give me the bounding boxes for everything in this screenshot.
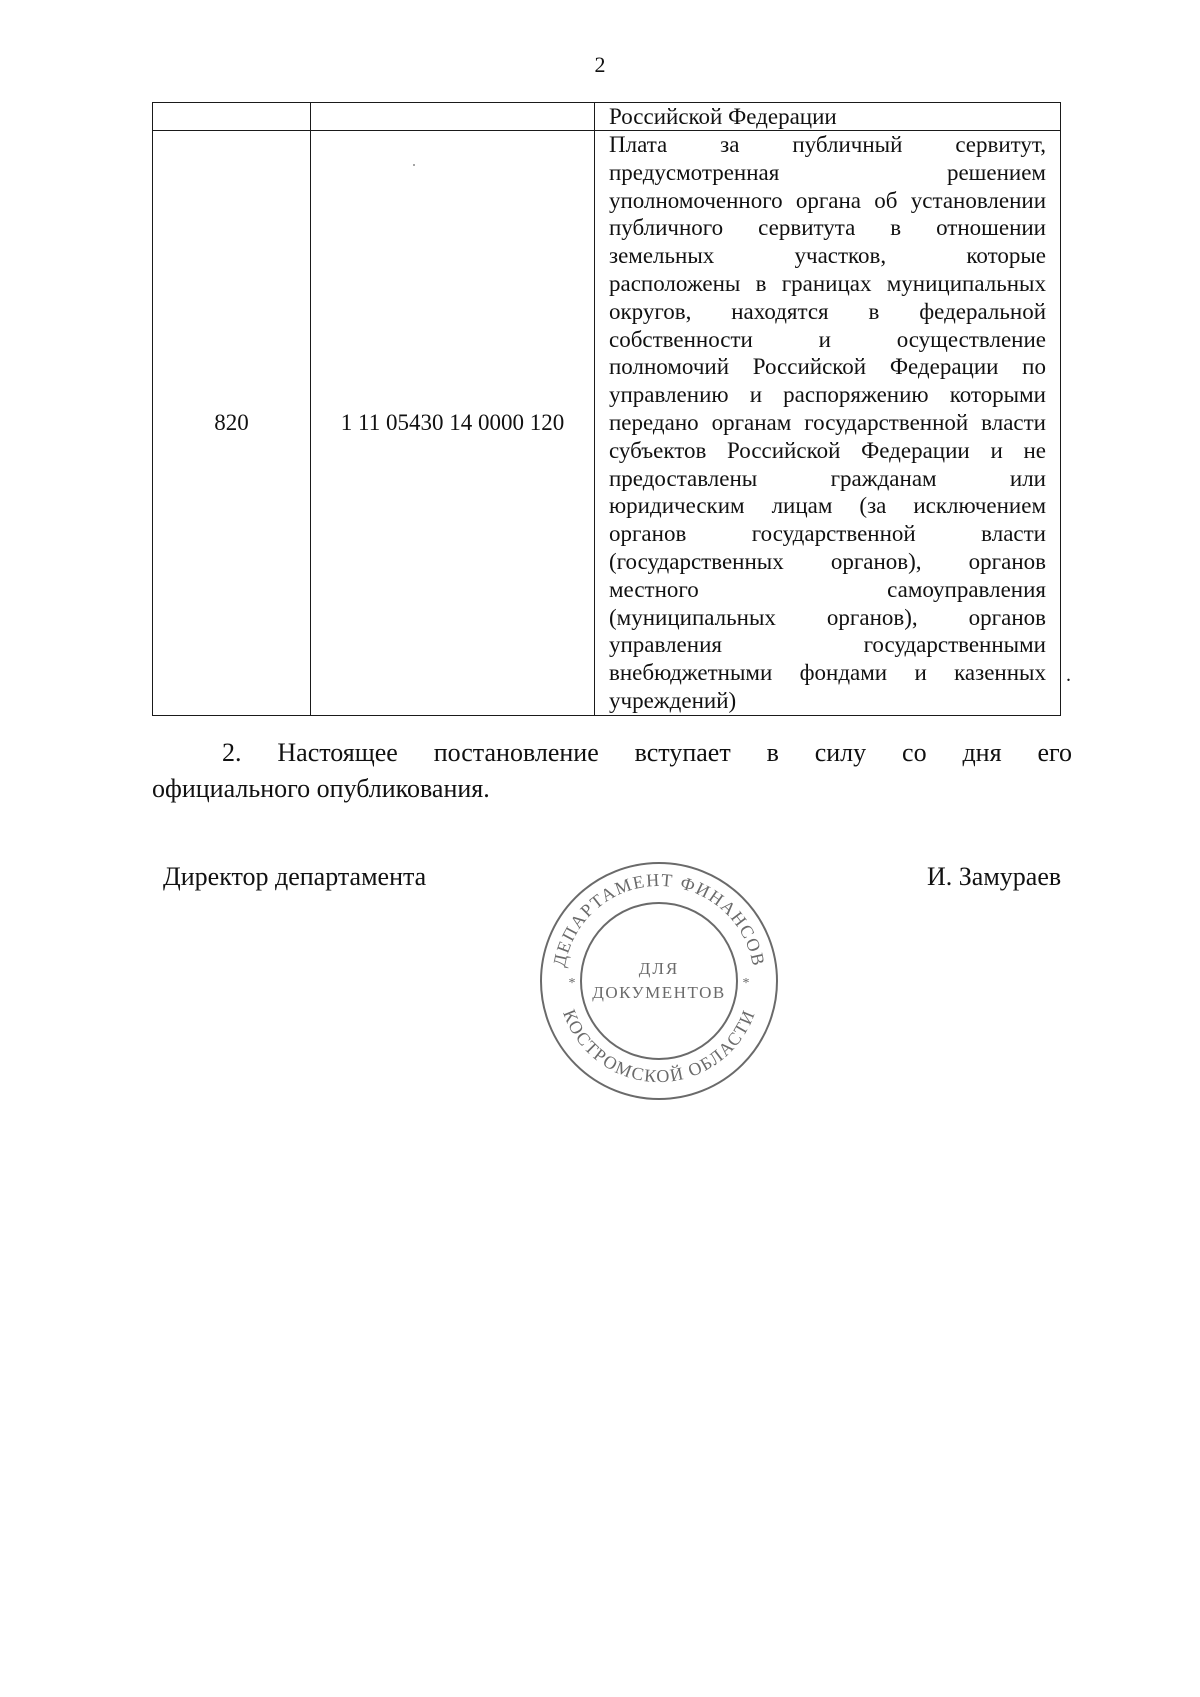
description-line: управлению и распоряжению которыми <box>609 382 1046 408</box>
seal-inner-ring <box>581 903 737 1059</box>
table-cell-empty-2 <box>311 103 595 131</box>
description-line: (муниципальных органов), органов <box>609 604 1046 630</box>
seal-top-text: ДЕПАРТАМЕНТ ФИНАНСОВ <box>549 869 769 969</box>
description-line: управления государственными <box>609 632 1046 658</box>
description-line: уполномоченного органа об установлении <box>609 187 1046 213</box>
description-line: (государственных органов), органов <box>609 548 1046 574</box>
kbk-code-cell: 1 11 05430 14 0000 120 <box>311 131 595 716</box>
description-line: Плата за публичный сервитут, <box>609 132 1046 157</box>
description-line: внебюджетными фондами и казенных <box>609 660 1046 686</box>
kbk-table <box>152 102 1061 716</box>
seal-center-line-2: ДОКУМЕНТОВ <box>592 983 726 1002</box>
description-line: учреждений) <box>609 687 737 713</box>
signer-name: И. Замураев <box>927 862 1062 891</box>
description-line: предоставлены гражданам или <box>609 465 1046 491</box>
description-cell <box>595 131 1061 716</box>
description-line: субъектов Российской Федерации и не <box>609 437 1046 463</box>
table-cell-empty-1 <box>153 103 311 131</box>
continuation-text: Российской Федерации <box>609 104 837 129</box>
description-line: собственности и осуществление <box>609 326 1046 352</box>
description-line: полномочий Российской Федерации по <box>609 354 1046 380</box>
description-line: предусмотренная решением <box>609 159 1046 185</box>
official-seal <box>538 860 780 1102</box>
seal-graphic <box>538 860 780 1102</box>
table-cell-continuation <box>595 103 1061 131</box>
seal-star-right: * <box>742 976 750 991</box>
page-number: 2 <box>594 52 606 77</box>
paragraph-line-1: 2. Настоящее постановление вступает в силу со дня его <box>222 738 1072 767</box>
description-line: расположены в границах муниципальных <box>609 270 1046 296</box>
description-line: местного самоуправления <box>609 576 1046 602</box>
signer-title: Директор департамента <box>163 862 427 891</box>
seal-bottom-text: КОСТРОМСКОЙ ОБЛАСТИ <box>559 1006 759 1087</box>
description-line: земельных участков, которые <box>609 243 1046 269</box>
paragraph-line-2: официального опубликования. <box>152 774 490 803</box>
description-line: органов государственной власти <box>609 521 1046 547</box>
description-text <box>595 131 1060 715</box>
description-line: передано органам государственной власти <box>609 409 1046 435</box>
seal-center-line-1: ДЛЯ <box>638 959 680 978</box>
trailing-mark: . <box>1066 664 1071 686</box>
effective-date-paragraph <box>152 735 1072 807</box>
table-row <box>153 131 1061 716</box>
description-line: юридическим лицам (за исключением <box>609 493 1046 519</box>
seal-star-left: * <box>568 976 576 991</box>
admin-code-cell: 820 <box>153 131 311 716</box>
description-line: публичного сервитута в отношении <box>609 215 1046 241</box>
table-continuation-row <box>153 103 1061 131</box>
description-line: округов, находятся в федеральной <box>609 298 1046 324</box>
